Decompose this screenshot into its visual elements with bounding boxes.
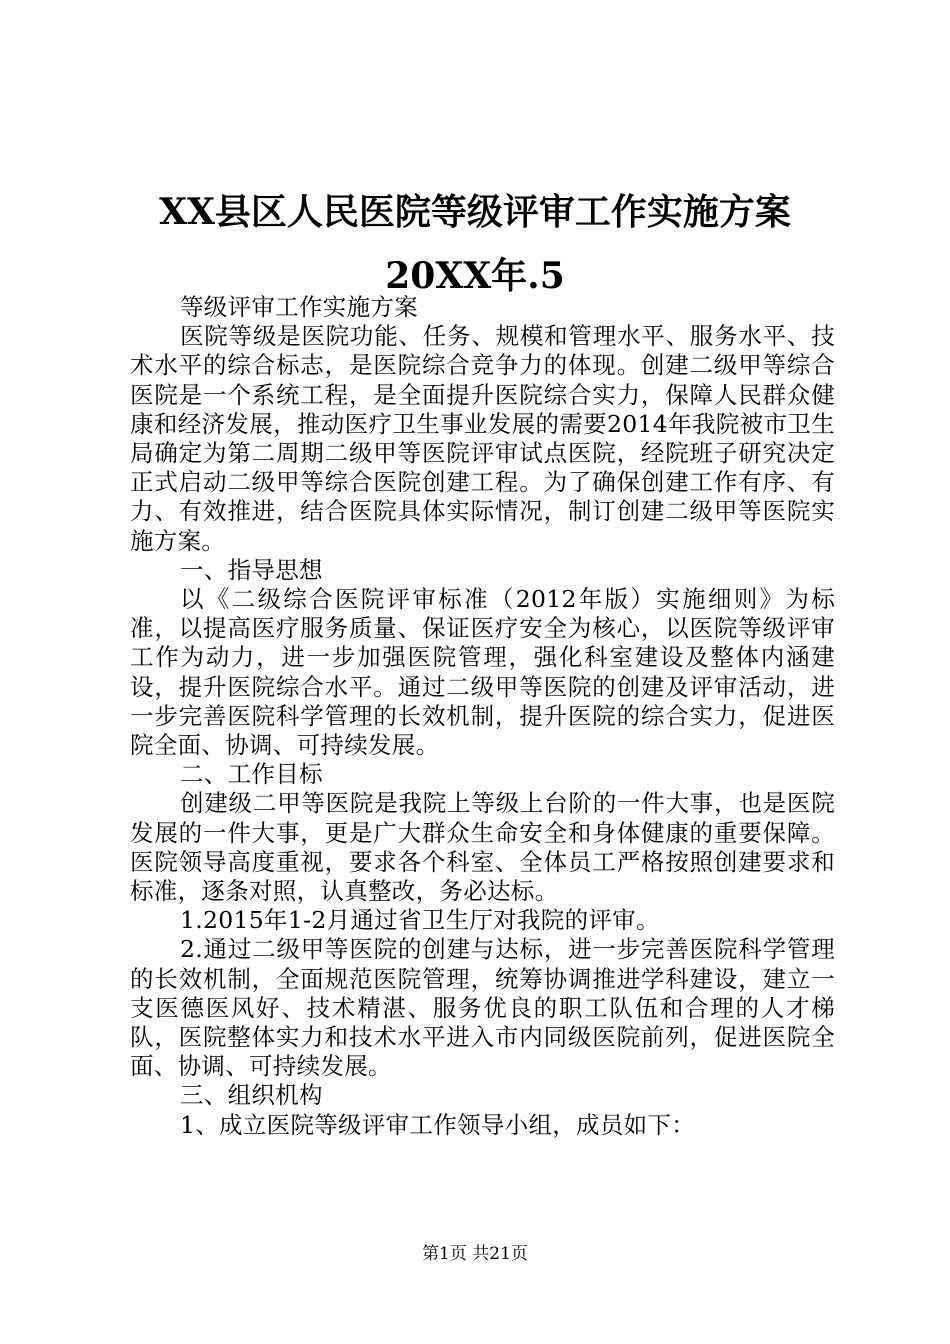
paragraph-intro: 医院等级是医院功能、任务、规模和管理水平、服务水平、技术水平的综合标志，是医院综合竞争力的体现。创建二级甲等综合医院是一个系统工程，是全面提升医院综合实力，保障人民群众健康和经济发展，推动医疗卫生事业发展的需要2014年我院被市卫生局确定为第二周期二级甲等医院评审试点医院，经院班子研究决定正式启动二级甲等综合医院创建工程。为了确保创建工作有序、有力、有效推进，结合医院具体实际情况，制订创建二级甲等医院实施方案。	[130, 322, 835, 555]
paragraph-work-goal: 创建级二甲等医院是我院上等级上台阶的一件大事，也是医院发展的一件大事，更是广大群众生命安全和身体健康的重要保障。医院领导高度重视，要求各个科室、全体员工严格按照创建要求和标准，逐条对照，认真整改，务必达标。	[130, 789, 835, 906]
paragraph-guiding-thought: 以《二级综合医院评审标准（2012年版）实施细则》为标准，以提高医疗服务质量、保证医疗安全为核心，以医院等级评审工作为动力，进一步加强医院管理，强化科室建设及整体内涵建设，提升医院综合水平。通过二级甲等医院的创建及评审活动，进一步完善医院科学管理的长效机制，提升医院的综合实力，促进医院全面、协调、可持续发展。	[130, 585, 835, 760]
page-footer: 第1页 共21页	[422, 1244, 528, 1264]
document-title: XX县区人民医院等级评审工作实施方案20XX年.5	[159, 191, 791, 297]
section-heading-guiding-thought: 一、指导思想	[180, 555, 323, 584]
list-item-goal-1: 1.2015年1-2月通过省卫生厅对我院的评审。	[180, 906, 660, 935]
section-heading-work-goal: 二、工作目标	[180, 760, 323, 789]
section-heading-organization: 三、组织机构	[180, 1081, 323, 1110]
list-item-organization-1: 1、成立医院等级评审工作领导小组，成员如下：	[180, 1110, 696, 1139]
list-item-goal-2: 2.通过二级甲等医院的创建与达标，进一步完善医院科学管理的长效机制，全面规范医院管理，统筹协调推进学科建设，建立一支医德医风好、技术精湛、服务优良的职工队伍和合理的人才梯队，医院整体实力和技术水平进入市内同级医院前列，促进医院全面、协调、可持续发展。	[130, 935, 835, 1081]
document-body	[130, 293, 835, 1140]
paragraph-subtitle: 等级评审工作实施方案	[180, 293, 418, 321]
